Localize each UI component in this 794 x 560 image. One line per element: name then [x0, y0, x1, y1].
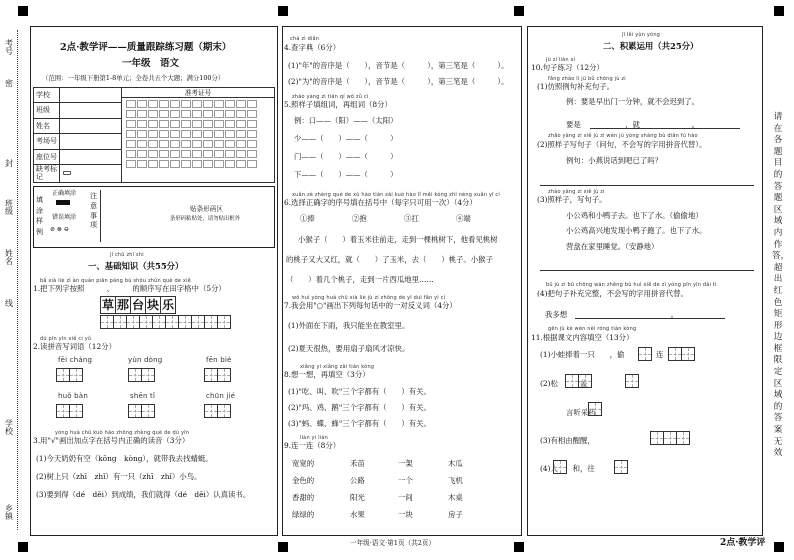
q9-word: 水果	[350, 510, 365, 519]
q1-text: 1.把下列字按照 、 的顺序写在田字格中（5分）	[33, 284, 226, 293]
q10-3-text: 小公鸡高兴地发现小鸭子跑了。也下了水。	[566, 226, 707, 235]
correct-fill-label: 正确填涂	[52, 190, 77, 197]
q11-answer-box[interactable]	[588, 402, 601, 416]
wrong-fill-samples: ⊘ ⊗ ⊖	[50, 226, 69, 233]
q10-3-text: 营盘在家里睡觉。（安静地）	[566, 242, 659, 251]
q5-row: 例：口——（阳）——（太阳）	[294, 116, 398, 125]
corner-mark	[278, 6, 288, 16]
seat-field[interactable]	[60, 149, 122, 164]
q11-pinyin: gēn jù kè wén nèi róng tián kòng	[548, 326, 637, 332]
correct-fill-sample	[56, 200, 70, 205]
q11-answer-box[interactable]	[650, 431, 689, 445]
q9-word: 宽宽的	[292, 459, 315, 468]
margin-label-xingming: 姓名	[5, 249, 13, 267]
q2-word: chūn jié	[206, 392, 236, 400]
q11-answer-box[interactable]	[638, 347, 651, 361]
q11-item: (1)小蛙捧着一只 ，偷	[540, 350, 625, 359]
q2-word: shēn tǐ	[130, 392, 156, 400]
q5-row: 下——（ ）——（ ）	[294, 170, 398, 179]
q1-char-grid	[100, 296, 175, 314]
q10-3-answer-line[interactable]	[540, 270, 754, 271]
q9-word: 公路	[350, 476, 365, 485]
name-field[interactable]	[60, 118, 122, 133]
exam-no-header: 准考证号	[122, 88, 274, 98]
q11-answer-box[interactable]	[565, 374, 591, 388]
q2-answer-box[interactable]	[128, 368, 154, 382]
corner-mark	[774, 542, 784, 552]
q10-pinyin: jù zi liàn xí	[546, 57, 576, 63]
q2-word: fēn bié	[206, 356, 232, 364]
q10-2-pinyin: zhǎo yàng zi xiě jù zi wèn jù yòng shàng bù diǎn fú hào	[548, 133, 698, 139]
q2-text: 2.读拼音写词语（12分）	[33, 342, 116, 351]
answer-area-notice: 请在各题目的答题区域内作答，超出红色矩形边框限定区域的答案无效	[772, 112, 790, 459]
class-field[interactable]	[60, 103, 122, 118]
q4-title: 4.查字典（6分）	[284, 43, 341, 52]
margin-label-feng: 封	[5, 159, 13, 168]
q10-title: 10.句子练习（12分）	[531, 63, 604, 72]
label-room: 考场号	[34, 134, 60, 149]
q9-word: 金色的	[292, 476, 315, 485]
notice-label: 注意事项	[90, 192, 97, 230]
q10-1-answer-line[interactable]	[590, 128, 740, 129]
exam-subtitle: 一年级 语文	[122, 58, 180, 69]
q6-option: ③扛	[404, 214, 419, 223]
label-school: 学校	[34, 88, 60, 103]
q3-pinyin: yòng huà chū kuò hào zhōng zhèng què de dú yīn	[55, 430, 190, 436]
q6-option: ①捧	[300, 214, 315, 223]
exam-scope: （范围：一年级下册第1-8单元；全卷共五个大题；满分100分）	[42, 74, 225, 82]
q4-item: (2)"为"的音序是（ ），音节是（ ），第三笔是（ ）。	[288, 77, 509, 86]
q7-title: 7.我会用"○"画出下列每句话中的一对反义词（4分）	[284, 301, 457, 310]
q6-passage: 小猴子（ ）着玉米往前走，走到一棵桃树下，他看见桃树	[298, 235, 498, 244]
margin-label-xuexiao: 学校	[5, 419, 13, 437]
margin-label-mi: 密	[5, 79, 13, 88]
q11-answer-box[interactable]	[625, 374, 638, 388]
room-field[interactable]	[60, 134, 122, 149]
q1-pinyin: bǎ xià liè zì àn quán piān páng bù shǒu zhǔn què de xiě	[40, 278, 191, 284]
section2-pinyin: jī lěi yùn yòng	[622, 32, 661, 38]
corner-mark	[18, 6, 28, 16]
q2-answer-box[interactable]	[204, 404, 230, 418]
section2-title: 二、积累运用（共25分）	[603, 41, 699, 51]
margin-label-banji: 班级	[5, 199, 13, 217]
q9-word: 一架	[398, 459, 413, 468]
q2-word: huǒ bàn	[58, 392, 88, 400]
q11-title: 11.根据课文内容填空（13分）	[531, 333, 634, 342]
q1-char: 那	[116, 298, 129, 312]
q10-3-title: (3)照样子，写句子。	[537, 195, 607, 204]
section1-title: 一、基础知识（共55分）	[88, 261, 184, 271]
q8-pinyin: xiǎng yi xiǎng zài tián kòng	[300, 364, 375, 370]
q1-char: 块	[146, 298, 159, 312]
q7-item: (1)外面在下雨，我只能坐在教室里。	[288, 321, 410, 330]
q8-item: (2)"玛、鸡、鹅"三个字都有（ ）有关。	[288, 403, 431, 412]
q9-word: 飞机	[448, 476, 463, 485]
q9-word: 木桌	[448, 493, 463, 502]
q7-pinyin: wǒ huì yòng huà chū xià liè jù zi zhōng de yī duì fǎn yì cí	[292, 295, 446, 301]
q5-pinyin: zhào yàng zi tián qí wǒ zǔ cí	[292, 94, 369, 100]
q2-word: yùn dòng	[128, 356, 163, 364]
q2-answer-box[interactable]	[128, 404, 154, 418]
corner-mark	[278, 542, 288, 552]
q10-4-pinyin: bǔ jù zi bǔ chōng wán zhěng bù huì xiě de zì yòng pīn yīn dài tì	[546, 282, 717, 288]
q11-item: (3)有相由醒醒，	[540, 436, 595, 445]
q4-item: (1)"年"的音序是（ ），音节是（ ），第三笔是（ ）。	[288, 61, 509, 70]
q10-3-text: 小公鸡和小鸭子去。也下了水。（偷偷地）	[566, 211, 703, 220]
page-footer: 一年级·语文·第1页（共2页）	[350, 539, 436, 547]
label-class: 班级	[34, 103, 60, 118]
q1-char: 乐	[161, 298, 174, 312]
q9-word: 阳光	[350, 493, 365, 502]
corner-mark	[774, 6, 784, 16]
q11-answer-box[interactable]	[553, 460, 566, 474]
q10-4-stem: 我多想 。	[545, 310, 679, 319]
q8-title: 8.想一想，再填空（3分）	[284, 370, 370, 379]
q2-pinyin: dú pīn yīn xiě cí yǔ	[40, 336, 92, 342]
corner-mark	[514, 542, 524, 552]
q2-answer-box[interactable]	[56, 368, 82, 382]
q10-4-answer-line[interactable]	[575, 318, 725, 319]
label-seat: 座位号	[34, 149, 60, 164]
q6-title: 6.选择正确字的序号填在括号中（每字只可用一次）（4分）	[284, 198, 477, 207]
q11-item: (2)松 盖	[540, 379, 588, 388]
barcode-area-title: 贴条形码区	[190, 205, 223, 213]
q6-passage: （ ）着几个桃子，走到一片西瓜地里……	[286, 275, 434, 284]
q6-pinyin: xuǎn zé zhèng què de xù hào tián zài kuò hào lǐ měi kòng zhǐ néng xuǎn yī cì	[292, 192, 500, 198]
q9-word: 木瓜	[448, 459, 463, 468]
q9-word: 房子	[448, 510, 463, 519]
q2-answer-box[interactable]	[204, 368, 230, 382]
q10-1-title: (1)仿照例句补充句子。	[537, 82, 614, 91]
q9-word: 一个	[398, 476, 413, 485]
q7-item: (2)夏天很热，要用扇子扇风才凉快。	[288, 344, 410, 353]
q6-option: ②抱	[352, 214, 367, 223]
q11-item: (4)人 和，往	[540, 464, 595, 473]
brand-logo: 2点·教学评	[720, 538, 766, 548]
q8-item: (3)"蚂、蝶、蜂"三个字都有（ ）有关。	[288, 419, 431, 428]
q6-option: ④端	[456, 214, 471, 223]
margin-label-xiangzhen: 乡镇	[5, 504, 13, 522]
q3-item: (1)今天奶奶有空（kōng kòng），就带我去找蜻蜓。	[36, 454, 213, 463]
q3-text: 3.用"√"画出加点字在括号内正确的读音（3分）	[33, 436, 190, 445]
q4-pinyin: chá zì diǎn	[290, 36, 320, 42]
q9-word: 绿绿的	[292, 510, 315, 519]
q5-row: 门——（ ）——（ ）	[294, 152, 398, 161]
q1-answer-grid[interactable]	[100, 315, 230, 329]
q11-answer-box[interactable]	[614, 460, 627, 474]
q11-item: 言听采药	[566, 408, 596, 417]
q9-title: 9.连一连（8分）	[284, 441, 341, 450]
corner-mark	[18, 542, 28, 552]
exam-title: 2点·教学评——质量跟踪练习题（期末）	[60, 42, 232, 53]
q1-char: 草	[101, 298, 114, 312]
notice-lines	[100, 190, 162, 242]
student-info-table	[33, 87, 275, 183]
q9-word: 禾苗	[350, 459, 365, 468]
q3-item: (3)要到得（dé děi）到成绩，我们就得（dé děi）认真读书。	[36, 490, 251, 499]
q6-passage: 的桃子又大又红，就（ ）了玉米，去（ ）桃子。小猴子	[286, 255, 493, 264]
corner-mark	[514, 6, 524, 16]
q2-answer-box[interactable]	[56, 404, 82, 418]
q10-1-pinyin: fǎng zhào lì jù bǔ chōng jù zi	[548, 76, 626, 82]
barcode-area-hint: 条形码粘贴处，请勿贴出框外	[170, 216, 241, 222]
fill-example-label: 填涂样例	[36, 196, 43, 236]
q10-1-example: 例：要是早出门一分钟，就不会迟到了。	[566, 97, 700, 106]
q3-item: (2)树上只（zhī zhǐ）有一只（zhī zhǐ）小鸟。	[36, 472, 202, 481]
q8-item: (1)"吃、叫、吹"三个字都有（ ）有关。	[288, 387, 431, 396]
section1-pinyin: jī chǔ zhī shi	[110, 252, 144, 258]
q9-word: 香甜的	[292, 493, 315, 502]
q10-3-pinyin: zhào yàng zi xiě jù zi	[548, 189, 605, 195]
q10-1-stem: 要是 ，就 。	[566, 120, 700, 129]
q10-2-answer-line[interactable]	[540, 185, 754, 186]
absent-mark-field[interactable]	[60, 164, 122, 182]
q11-connector: 连	[656, 350, 664, 359]
school-field[interactable]	[60, 88, 122, 103]
wrong-fill-label: 错误填涂	[52, 214, 77, 221]
label-name: 姓名	[34, 118, 60, 133]
margin-label-xian: 线	[5, 299, 13, 308]
q5-row: 少——（ ）——（ ）	[294, 134, 398, 143]
q1-char: 台	[131, 298, 144, 312]
exam-no-grid[interactable]	[122, 98, 274, 170]
q9-word: 一间	[398, 493, 413, 502]
q11-answer-box[interactable]	[668, 347, 694, 361]
q5-title: 5.照样子填组词，再组词（8分）	[284, 100, 392, 109]
label-absent: 缺考标记	[34, 164, 60, 182]
q10-2-title: (2)照样子写句子（问句，不会写的字用拼音代替）。	[537, 140, 707, 149]
q9-word: 一块	[398, 510, 413, 519]
q10-4-title: (4)把句子补充完整，不会写的字用拼音代替。	[537, 289, 688, 298]
margin-label-kaohao: 考号	[5, 39, 13, 57]
binding-line	[17, 30, 18, 530]
q9-pinyin: lián yi lián	[300, 435, 328, 441]
q10-2-example: 例句：小燕说话到吧已了吗？	[566, 156, 663, 165]
q2-word: fēi cháng	[58, 356, 93, 364]
